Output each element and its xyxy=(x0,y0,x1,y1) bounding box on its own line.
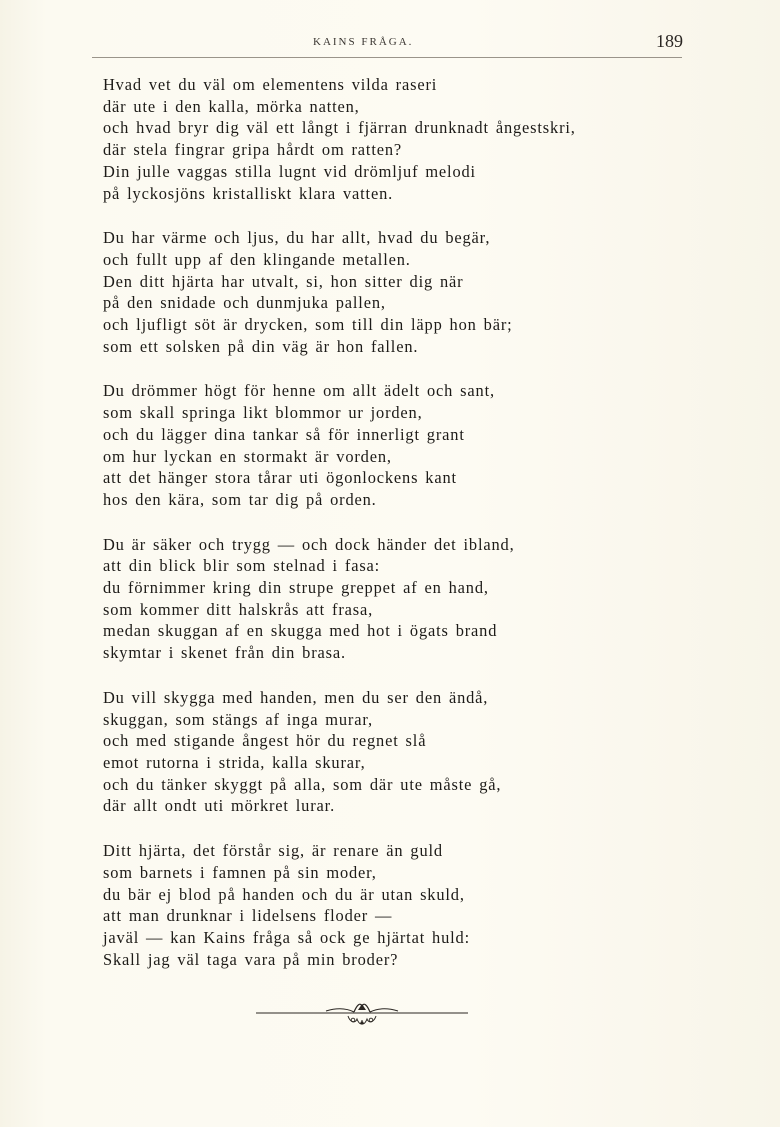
stanza xyxy=(103,840,703,970)
poem-line: du bär ej blod på handen och du är utan skuld, xyxy=(103,884,465,904)
stanza xyxy=(103,534,703,664)
poem-line: Du vill skygga med handen, men du ser den ändå, xyxy=(103,687,489,707)
poem-line: och ljufligt söt är drycken, som till din läpp hon bär; xyxy=(103,315,513,335)
poem-line: emot rutorna i strida, kalla skurar, xyxy=(103,752,366,772)
poem-line: Skall jag väl taga vara på min broder? xyxy=(103,949,399,969)
poem-line: och du tänker skyggt på alla, som där ute måste gå, xyxy=(103,774,502,794)
poem-line: Du är säker och trygg — och dock händer det ibland, xyxy=(103,534,515,554)
tailpiece-ornament-icon xyxy=(256,1000,468,1030)
poem-line: att din blick blir som stelnad i fasa: xyxy=(103,556,381,576)
stanza xyxy=(103,380,703,510)
poem-line: hos den kära, som tar dig på orden. xyxy=(103,489,377,509)
poem-line: javäl — kan Kains fråga så ock ge hjärtat huld: xyxy=(103,927,470,947)
poem-line: som ett solsken på din väg är hon fallen. xyxy=(103,336,419,356)
stanza xyxy=(103,687,703,817)
running-head xyxy=(0,31,780,56)
poem-line: att man drunknar i lidelsens floder — xyxy=(103,906,393,926)
poem-line: där allt ondt uti mörkret lurar. xyxy=(103,796,336,816)
stanza xyxy=(103,74,703,204)
poem-line: Hvad vet du väl om elementens vilda raseri xyxy=(103,75,438,94)
poem-line: skuggan, som stängs af inga murar, xyxy=(103,709,373,729)
poem-line: om hur lyckan en stormakt är vorden, xyxy=(103,446,392,466)
poem-line: Din julle vaggas stilla lugnt vid drömljuf melodi xyxy=(103,161,476,181)
poem-line: där ute i den kalla, mörka natten, xyxy=(103,96,360,116)
poem-line: och hvad bryr dig väl ett långt i fjärran drunknadt ångestskri, xyxy=(103,118,576,138)
poem-line: och fullt upp af den klingande metallen. xyxy=(103,249,411,269)
header-rule xyxy=(92,57,682,58)
stanza xyxy=(103,227,703,357)
poem-line: och med stigande ångest hör du regnet slå xyxy=(103,731,427,751)
poem-body xyxy=(103,74,703,993)
poem-line: Ditt hjärta, det förstår sig, är renare än guld xyxy=(103,841,443,861)
poem-line: du förnimmer kring din strupe greppet af en hand, xyxy=(103,578,489,598)
poem-line: på den snidade och dunmjuka pallen, xyxy=(103,293,386,313)
poem-line: som barnets i famnen på sin moder, xyxy=(103,862,377,882)
poem-line: medan skuggan af en skugga med hot i ögats brand xyxy=(103,621,498,641)
poem-line: på lyckosjöns kristalliskt klara vatten. xyxy=(103,183,394,203)
poem-line: och du lägger dina tankar så för innerligt grant xyxy=(103,424,465,444)
poem-line: Du drömmer högt för henne om allt ädelt och sant, xyxy=(103,381,495,401)
page-number: 189 xyxy=(656,31,683,51)
running-title: KAINS FRÅGA. xyxy=(313,36,414,48)
poem-line: Den ditt hjärta har utvalt, si, hon sitter dig när xyxy=(103,271,464,291)
poem-line: som skall springa likt blommor ur jorden, xyxy=(103,403,423,423)
poem-line: skymtar i skenet från din brasa. xyxy=(103,643,346,663)
poem-line: Du har värme och ljus, du har allt, hvad du begär, xyxy=(103,228,491,248)
poem-line: där stela fingrar gripa hårdt om ratten? xyxy=(103,140,403,160)
poem-line: att det hänger stora tårar uti ögonlockens kant xyxy=(103,468,457,488)
poem-line: som kommer ditt halskrås att frasa, xyxy=(103,599,374,619)
